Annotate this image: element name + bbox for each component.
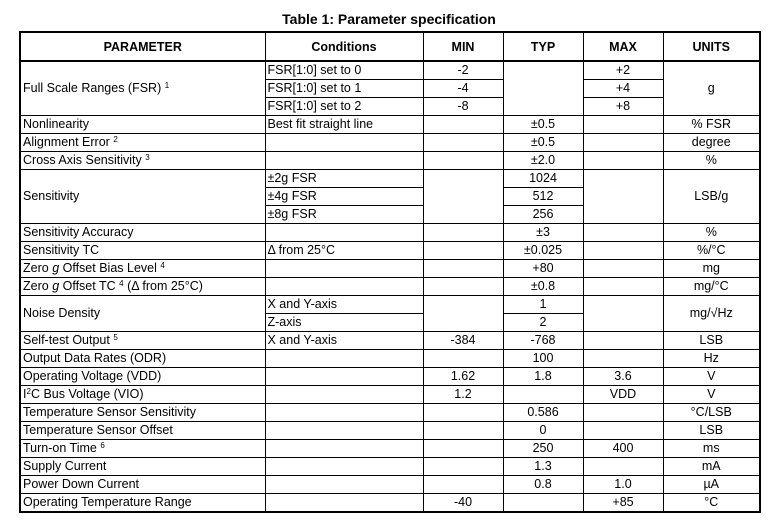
units-cell: %/°C: [663, 242, 760, 260]
typ-cell: 512: [503, 188, 583, 206]
typ-cell: ±0.5: [503, 134, 583, 152]
max-cell: [583, 116, 663, 134]
typ-cell: 0.586: [503, 404, 583, 422]
typ-cell: 1.8: [503, 368, 583, 386]
typ-cell: ±0.8: [503, 278, 583, 296]
parameter-spec-table: [19, 31, 761, 513]
table-row: [20, 332, 760, 350]
header-max: MAX: [583, 32, 663, 61]
param-cell: Self-test Output $^5$: [20, 332, 265, 350]
cond-cell: ±2g FSR: [265, 170, 423, 188]
header-row: [20, 32, 760, 61]
cond-cell: Z-axis: [265, 314, 423, 332]
units-cell: ms: [663, 440, 760, 458]
max-cell: [583, 422, 663, 440]
min-cell: [423, 134, 503, 152]
min-cell: [423, 404, 503, 422]
typ-cell: ±0.025: [503, 242, 583, 260]
cond-cell: [265, 386, 423, 404]
table-row: [20, 152, 760, 170]
typ-cell: 256: [503, 206, 583, 224]
cond-cell: [265, 476, 423, 494]
param-cell: Noise Density: [20, 296, 265, 332]
table-row: [20, 476, 760, 494]
max-cell: [583, 296, 663, 332]
param-cell: Cross Axis Sensitivity $^3$: [20, 152, 265, 170]
table-row: [20, 116, 760, 134]
min-cell: 1.62: [423, 368, 503, 386]
max-cell: [583, 224, 663, 242]
cond-cell: X and Y-axis: [265, 296, 423, 314]
max-cell: 400: [583, 440, 663, 458]
param-cell: Temperature Sensor Sensitivity: [20, 404, 265, 422]
units-cell: degree: [663, 134, 760, 152]
max-cell: [583, 152, 663, 170]
cond-cell: [265, 224, 423, 242]
min-cell: [423, 458, 503, 476]
max-cell: [583, 458, 663, 476]
units-cell: mg/°C: [663, 278, 760, 296]
cond-cell: [265, 404, 423, 422]
cond-cell: [265, 422, 423, 440]
max-cell: 1.0: [583, 476, 663, 494]
units-cell: Hz: [663, 350, 760, 368]
table-row: [20, 224, 760, 242]
min-cell: [423, 260, 503, 278]
cond-cell: FSR[1:0] set to 2: [265, 98, 423, 116]
header-units: UNITS: [663, 32, 760, 61]
min-cell: [423, 296, 503, 332]
table-row: [20, 350, 760, 368]
typ-cell: -768: [503, 332, 583, 350]
param-cell: Operating Temperature Range: [20, 494, 265, 513]
param-cell: Operating Voltage (VDD): [20, 368, 265, 386]
param-cell: Output Data Rates (ODR): [20, 350, 265, 368]
typ-cell: ±3: [503, 224, 583, 242]
min-cell: [423, 152, 503, 170]
cond-cell: ±8g FSR: [265, 206, 423, 224]
typ-cell: 1: [503, 296, 583, 314]
cond-cell: [265, 440, 423, 458]
units-cell: mA: [663, 458, 760, 476]
cond-cell: ±4g FSR: [265, 188, 423, 206]
max-cell: +4: [583, 80, 663, 98]
typ-cell: [503, 61, 583, 116]
typ-cell: 1024: [503, 170, 583, 188]
param-fsr: Full Scale Ranges (FSR) $^1$: [20, 61, 265, 116]
max-cell: [583, 260, 663, 278]
typ-cell: 0.8: [503, 476, 583, 494]
cond-cell: [265, 260, 423, 278]
min-cell: [423, 350, 503, 368]
cond-cell: [265, 134, 423, 152]
min-cell: 1.2: [423, 386, 503, 404]
cond-cell: [265, 368, 423, 386]
min-cell: -384: [423, 332, 503, 350]
min-cell: [423, 440, 503, 458]
header-typ: TYP: [503, 32, 583, 61]
param-cell: Sensitivity TC: [20, 242, 265, 260]
min-cell: [423, 422, 503, 440]
min-cell: -40: [423, 494, 503, 513]
param-cell: $I^2C$ Bus Voltage (VIO): [20, 386, 265, 404]
cond-cell: [265, 494, 423, 513]
max-cell: [583, 332, 663, 350]
table-row: [20, 278, 760, 296]
units-cell: %: [663, 224, 760, 242]
units-cell: °C: [663, 494, 760, 513]
table-row: [20, 494, 760, 513]
typ-cell: ±0.5: [503, 116, 583, 134]
max-cell: [583, 404, 663, 422]
cond-cell: [265, 350, 423, 368]
param-cell: Supply Current: [20, 458, 265, 476]
table-row: [20, 404, 760, 422]
table-row: [20, 422, 760, 440]
min-cell: [423, 242, 503, 260]
units-cell: mg/√Hz: [663, 296, 760, 332]
table-title: Table 1: Parameter specification: [282, 11, 496, 27]
typ-cell: [503, 386, 583, 404]
units-cell: LSB: [663, 332, 760, 350]
typ-cell: [503, 494, 583, 513]
table-row: [20, 440, 760, 458]
max-cell: [583, 170, 663, 224]
param-cell: Nonlinearity: [20, 116, 265, 134]
cond-cell: X and Y-axis: [265, 332, 423, 350]
cond-cell: Best fit straight line: [265, 116, 423, 134]
min-cell: -8: [423, 98, 503, 116]
max-cell: +85: [583, 494, 663, 513]
min-cell: -2: [423, 61, 503, 80]
max-cell: VDD: [583, 386, 663, 404]
typ-cell: ±2.0: [503, 152, 583, 170]
units-cell: LSB: [663, 422, 760, 440]
param-cell: Alignment Error $^2$: [20, 134, 265, 152]
cond-cell: FSR[1:0] set to 0: [265, 61, 423, 80]
table-row: [20, 170, 760, 188]
param-cell: Turn-on Time $^6$: [20, 440, 265, 458]
min-cell: -4: [423, 80, 503, 98]
typ-cell: 2: [503, 314, 583, 332]
table-row: [20, 260, 760, 278]
min-cell: [423, 476, 503, 494]
units-cell: mg: [663, 260, 760, 278]
typ-cell: 0: [503, 422, 583, 440]
cond-cell: FSR[1:0] set to 1: [265, 80, 423, 98]
cond-cell: [265, 458, 423, 476]
param-cell: Zero g Offset TC $^4$ (Δ from 25°C): [20, 278, 265, 296]
table-row: [20, 296, 760, 314]
cond-cell: [265, 278, 423, 296]
max-cell: [583, 242, 663, 260]
max-cell: 3.6: [583, 368, 663, 386]
typ-cell: 250: [503, 440, 583, 458]
units-cell: µA: [663, 476, 760, 494]
min-cell: [423, 116, 503, 134]
max-cell: +2: [583, 61, 663, 80]
param-cell: Power Down Current: [20, 476, 265, 494]
units-cell: g: [663, 61, 760, 116]
param-cell: Sensitivity Accuracy: [20, 224, 265, 242]
param-cell: Zero g Offset Bias Level $^4$: [20, 260, 265, 278]
units-cell: % FSR: [663, 116, 760, 134]
param-cell: Sensitivity: [20, 170, 265, 224]
typ-cell: 1.3: [503, 458, 583, 476]
units-cell: %: [663, 152, 760, 170]
header-conditions: Conditions: [265, 32, 423, 61]
units-cell: LSB/g: [663, 170, 760, 224]
cond-cell: [265, 152, 423, 170]
typ-cell: 100: [503, 350, 583, 368]
cond-cell: Δ from 25°C: [265, 242, 423, 260]
max-cell: [583, 278, 663, 296]
table-row: [20, 242, 760, 260]
param-cell: Temperature Sensor Offset: [20, 422, 265, 440]
table-row: [20, 458, 760, 476]
max-cell: +8: [583, 98, 663, 116]
table-row: [20, 386, 760, 404]
units-cell: V: [663, 368, 760, 386]
header-parameter: PARAMETER: [20, 32, 265, 61]
min-cell: [423, 278, 503, 296]
table-row: [20, 61, 760, 80]
min-cell: [423, 170, 503, 224]
header-min: MIN: [423, 32, 503, 61]
units-cell: V: [663, 386, 760, 404]
table-row: [20, 368, 760, 386]
max-cell: [583, 350, 663, 368]
units-cell: °C/LSB: [663, 404, 760, 422]
table-row: [20, 134, 760, 152]
typ-cell: +80: [503, 260, 583, 278]
min-cell: [423, 224, 503, 242]
max-cell: [583, 134, 663, 152]
